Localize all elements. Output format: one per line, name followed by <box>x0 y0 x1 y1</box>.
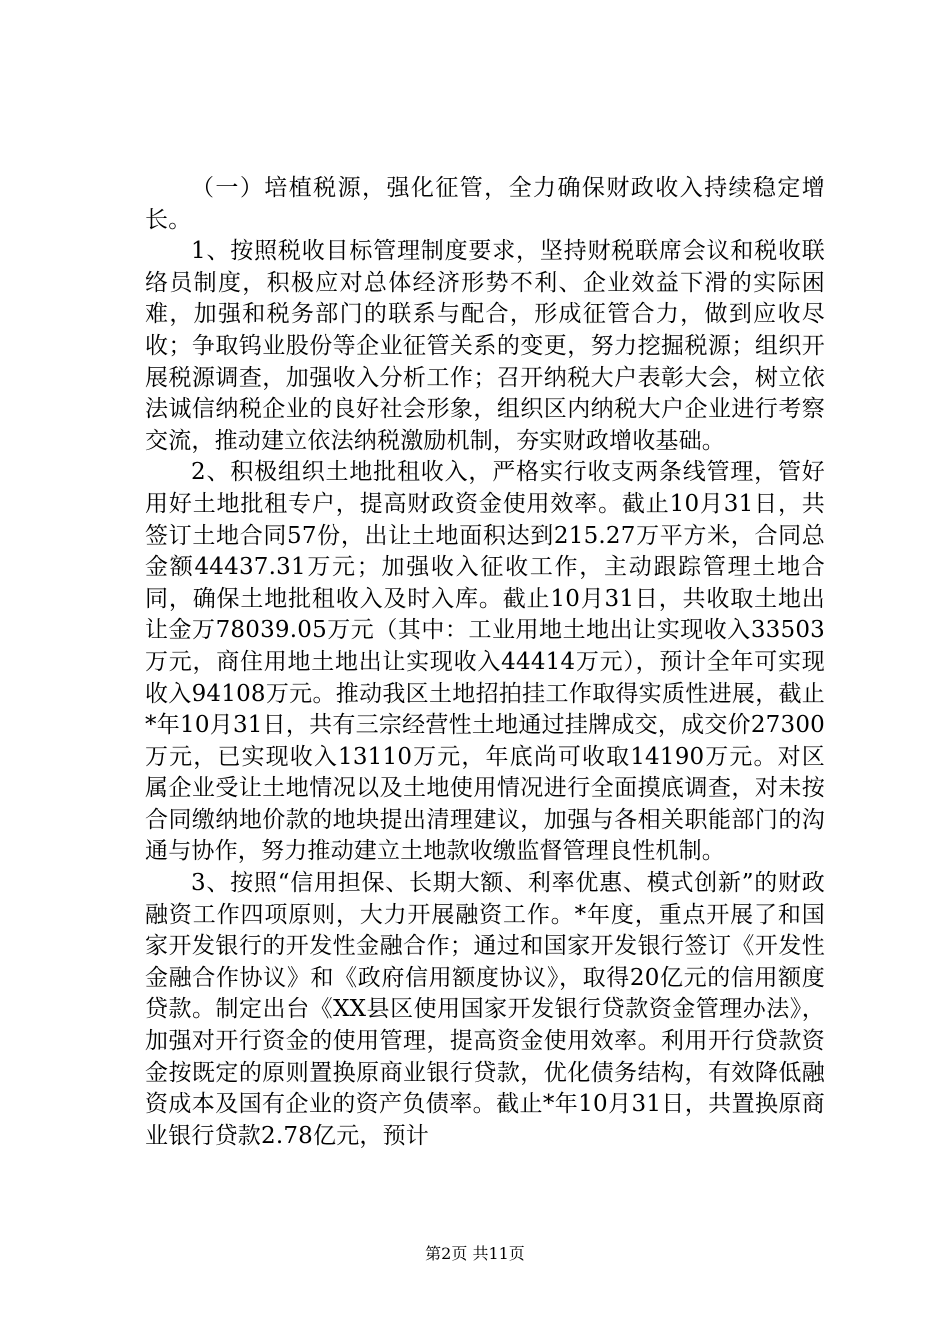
section-heading-paragraph: （一）培植税源，强化征管，全力确保财政收入持续稳定增长。 <box>145 175 825 233</box>
document-body <box>145 173 825 1152</box>
body-paragraph-1: 1、按照税收目标管理制度要求，坚持财税联席会议和税收联络员制度，积极应对总体经济形势不利、企业效益下滑的实际困难，加强和税务部门的联系与配合，形成征管合力，做到应收尽收；争取钨业股份等企业征管关系的变更，努力挖掘税源；组织开展税源调查，加强收入分析工作；召开纳税大户表彰大会，树立依法诚信纳税企业的良好社会形象，组织区内纳税大户企业进行考察交流，推动建立依法纳税激励机制，夯实财政增收基础。 <box>145 238 825 454</box>
page-footer: 第2页 共11页 <box>425 1244 525 1263</box>
body-paragraph-2: 2、积极组织土地批租收入，严格实行收支两条线管理，管好用好土地批租专户，提高财政资金使用效率。截止10月31日，共签订土地合同57份，出让土地面积达到215.27万平方米，合同总金额44437.31万元；加强收入征收工作，主动跟踪管理土地合同，确保土地批租收入及时入库。截止10月31日，共收取土地出让金万78039.05万元（其中：工业用地土地出让实现收入33503万元，商住用地土地出让实现收入44414万元），预计全年可实现收入94108万元。推动我区土地招拍挂工作取得实质性进展，截止*年10月31日，共有三宗经营性土地通过挂牌成交，成交价27300万元，已实现收入13110万元，年底尚可收取14190万元。对区属企业受让土地情况以及土地使用情况进行全面摸底调查，对未按合同缴纳地价款的地块提出清理建议，加强与各相关职能部门的沟通与协作，努力推动建立土地款收缴监督管理良性机制。 <box>145 459 825 865</box>
body-paragraph-3: 3、按照“信用担保、长期大额、利率优惠、模式创新”的财政融资工作四项原则，大力开展融资工作。*年度，重点开展了和国家开发银行的开发性金融合作；通过和国家开发银行签订《开发性金融合作协议》和《政府信用额度协议》，取得20亿元的信用额度贷款。制定出台《XX县区使用国家开发银行贷款资金管理办法》，加强对开行资金的使用管理，提高资金使用效率。利用开行贷款资金按既定的原则置换原商业银行贷款，优化债务结构，有效降低融资成本及国有企业的资产负债率。截止*年10月31日，共置换原商业银行贷款2.78亿元，预计 <box>145 870 825 1149</box>
